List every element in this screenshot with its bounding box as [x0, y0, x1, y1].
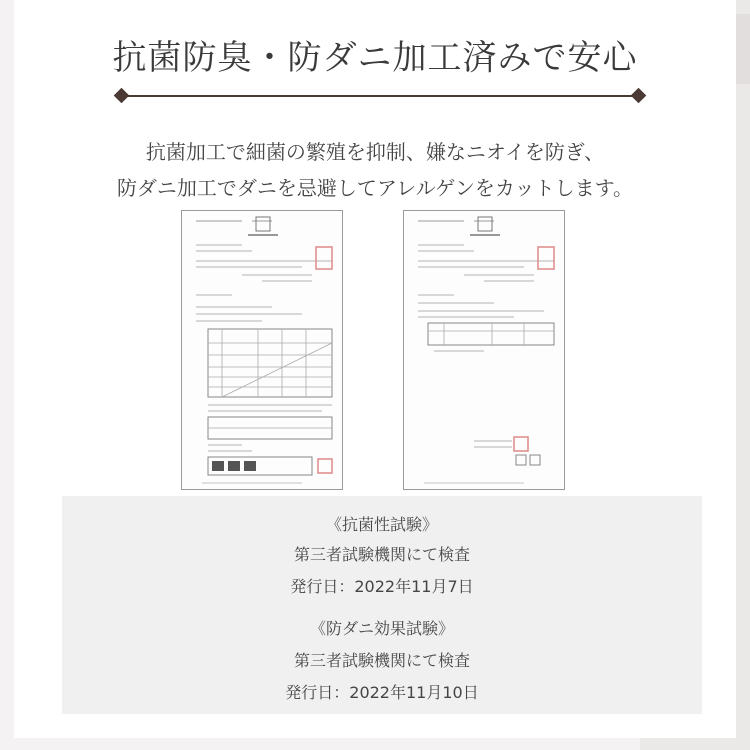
- antibacterial-test-name: 《抗菌性試験》: [325, 515, 438, 534]
- antimite-issue-date: 発行日：2022年11月10日: [285, 683, 479, 702]
- antimite-test-name: 《防ダニ効果試験》: [309, 619, 454, 638]
- antibacterial-certificate-image: [181, 210, 343, 490]
- content-card: [14, 0, 736, 738]
- divider-diamond-left-icon: [114, 88, 130, 104]
- certificate-page-drawing: [182, 211, 342, 489]
- antibacterial-issue-date: 発行日：2022年11月7日: [290, 577, 474, 596]
- antimite-test-lab: 第三者試験機関にて検査: [293, 651, 470, 670]
- antimite-certificate-image: [403, 210, 565, 490]
- title-divider: [121, 95, 639, 97]
- divider-diamond-right-icon: [631, 88, 647, 104]
- intro-line-2: 防ダニ加工でダニを忌避してアレルゲンをカットします。: [116, 176, 634, 200]
- certificate-page-drawing: [404, 211, 564, 489]
- antibacterial-test-lab: 第三者試験機関にて検査: [293, 545, 470, 564]
- certificate-info-panel: [62, 496, 702, 714]
- intro-line-1: 抗菌加工で細菌の繁殖を抑制、嫌なニオイを防ぎ、: [145, 140, 605, 164]
- page-title: 抗菌防臭・防ダニ加工済みで安心: [112, 38, 638, 78]
